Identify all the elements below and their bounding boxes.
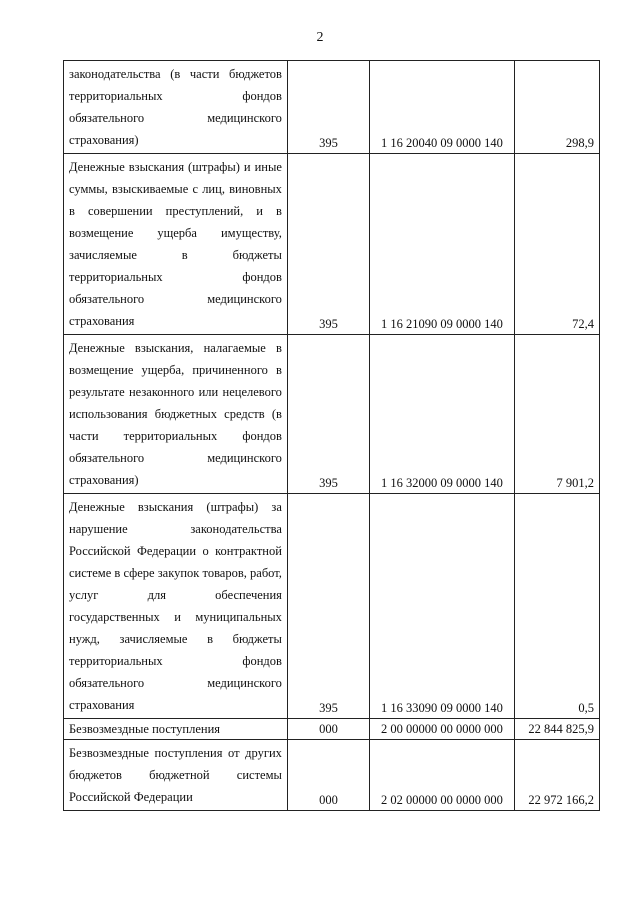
revenue-table xyxy=(63,60,600,811)
row-name: законодательства (в части бюджетов территориальных фондов обязательного медицинского страхования) xyxy=(69,67,282,147)
row-name: Денежные взыскания, налагаемые в возмещение ущерба, причиненного в результате незаконного или нецелевого использования бюджетных средств (в части территориальных фондов обязательного медицинского страхования) xyxy=(69,341,282,487)
row-amount: 7 901,2 xyxy=(514,335,599,494)
row-name-cell xyxy=(64,740,288,811)
row-budget-code: 1 16 20040 09 0000 140 xyxy=(369,61,514,154)
row-budget-code: 2 00 00000 00 0000 000 xyxy=(369,719,514,740)
row-budget-code: 1 16 21090 09 0000 140 xyxy=(369,154,514,335)
row-name: Безвозмездные поступления xyxy=(69,722,221,736)
row-budget-code: 1 16 32000 09 0000 140 xyxy=(369,335,514,494)
page-number: 2 xyxy=(316,30,324,45)
row-admin-code: 395 xyxy=(287,494,369,719)
row-name: Безвозмездные поступления от других бюджетов бюджетной системы Российской Федерации xyxy=(69,746,282,804)
row-amount: 22 844 825,9 xyxy=(514,719,599,740)
row-amount: 298,9 xyxy=(514,61,599,154)
row-admin-code: 000 xyxy=(287,719,369,740)
row-amount: 0,5 xyxy=(514,494,599,719)
row-name-cell xyxy=(64,61,288,154)
row-admin-code: 000 xyxy=(287,740,369,811)
row-amount: 22 972 166,2 xyxy=(514,740,599,811)
row-name-cell xyxy=(64,494,288,719)
row-amount: 72,4 xyxy=(514,154,599,335)
row-name-cell xyxy=(64,335,288,494)
row-budget-code: 2 02 00000 00 0000 000 xyxy=(369,740,514,811)
table-row xyxy=(64,494,600,719)
row-name-cell xyxy=(64,154,288,335)
row-name: Денежные взыскания (штрафы) за нарушение законодательства Российской Федерации о контрактной системе в сфере закупок товаров, работ, услуг для обеспечения государственных и муниципальных нужд, зачисляемые в бюджеты территориальных фондов обязательного медицинского страхования xyxy=(69,500,282,712)
table-row xyxy=(64,154,600,335)
row-budget-code: 1 16 33090 09 0000 140 xyxy=(369,494,514,719)
row-admin-code: 395 xyxy=(287,335,369,494)
row-admin-code: 395 xyxy=(287,154,369,335)
table-row xyxy=(64,719,600,740)
row-name: Денежные взыскания (штрафы) и иные суммы, взыскиваемые с лиц, виновных в совершении преступлений, и в возмещение ущерба имуществу, зачисляемые в бюджеты территориальных фондов обязательного медицинского страхования xyxy=(69,160,282,328)
table-row xyxy=(64,335,600,494)
row-name-cell xyxy=(64,719,288,740)
table-row xyxy=(64,740,600,811)
row-admin-code: 395 xyxy=(287,61,369,154)
table-row xyxy=(64,61,600,154)
